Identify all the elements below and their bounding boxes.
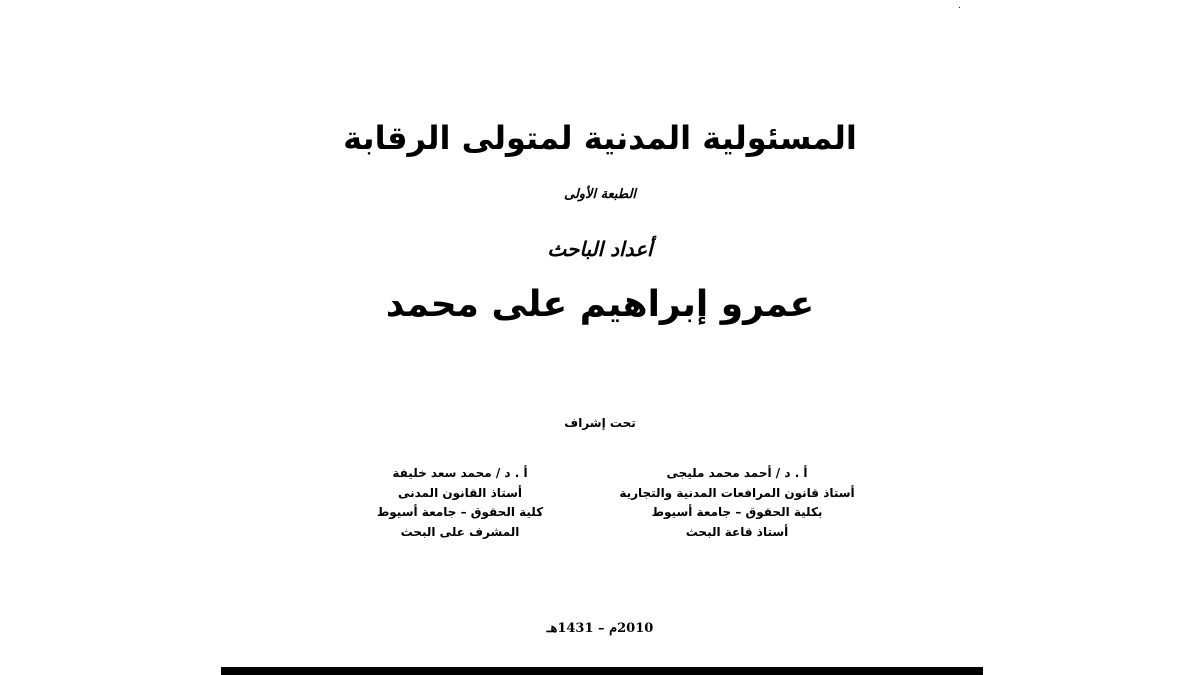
supervisor-name: أ . د / محمد سعد خليفة: [392, 466, 528, 480]
supervisor-block-1: [587, 464, 887, 542]
edition-label: الطبعة الأولى: [563, 187, 637, 202]
document-title: المسئولية المدنية لمتولى الرقابة: [343, 119, 857, 157]
bottom-divider-bar: [221, 667, 983, 675]
prepared-by-label: أعداد الباحث: [547, 237, 653, 261]
supervisor-position: أستاذ القانون المدنى: [397, 485, 523, 500]
supervisor-role: أستاذ قاعة البحث: [685, 524, 789, 539]
supervisor-affiliation: بكلية الحقوق – جامعة أسيوط: [651, 505, 823, 519]
publication-date: 2010م – 1431هـ: [546, 621, 654, 636]
supervisor-position: أستاذ قانون المرافعات المدنية والتجارية: [619, 485, 855, 500]
supervisor-affiliation: كلية الحقوق – جامعة أسيوط: [376, 505, 544, 519]
supervision-label: تحت إشراف: [564, 416, 636, 430]
supervisor-name: أ . د / أحمد محمد مليجى: [666, 466, 808, 480]
author-name: عمرو إبراهيم على محمد: [385, 284, 815, 325]
supervisor-block-2: [310, 464, 610, 542]
supervisor-role: المشرف على البحث: [400, 524, 520, 539]
corner-mark: .: [958, 1, 961, 11]
